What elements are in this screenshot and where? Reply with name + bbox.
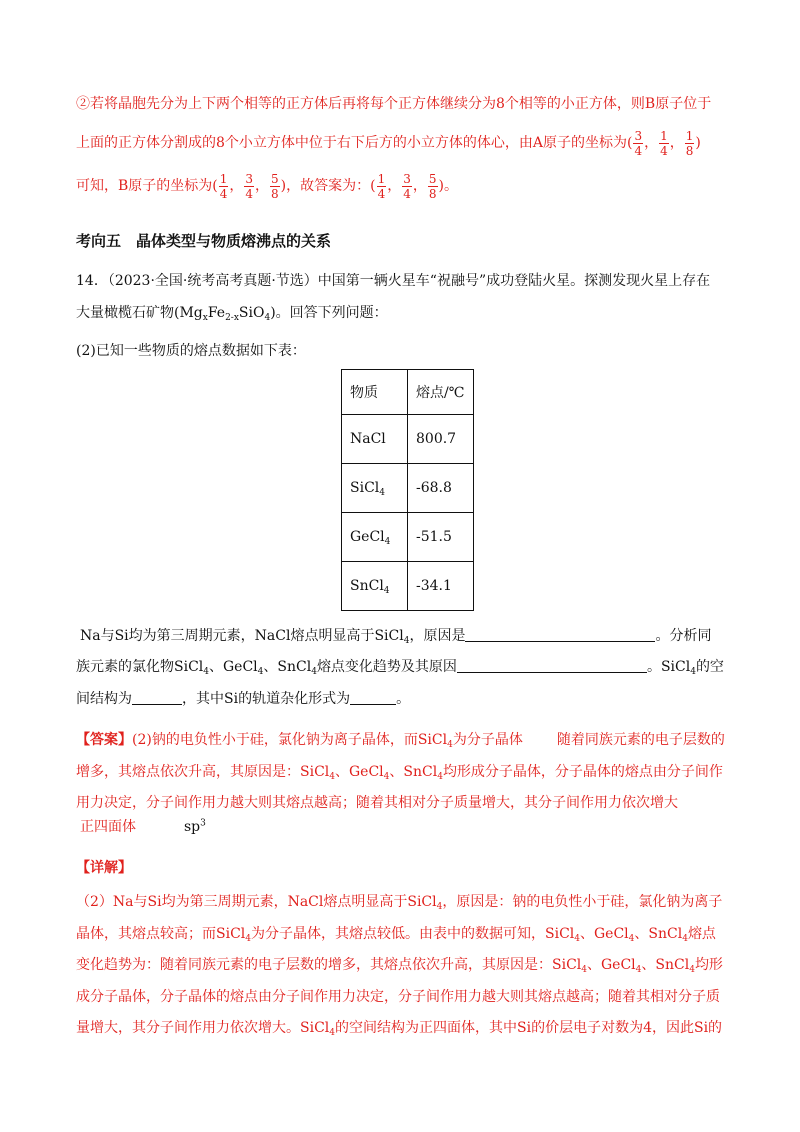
a-coord-z: $\frac{1}{8}$ bbox=[685, 128, 694, 158]
table-row bbox=[342, 562, 474, 611]
answer-line-2: 增多，其熔点依次升高，其原因是：SiCl$_4$、GeCl$_4$、SnCl$_4$均形成分子晶体，分子晶体的熔点由分子间作 bbox=[76, 764, 723, 782]
answer-line-3: 用力决定，分子间作用力越大则其熔点越高；随着其相对分子质量增大，其分子间作用力依次增大 bbox=[76, 795, 678, 811]
table-cell-value: 800.7 bbox=[408, 415, 474, 464]
answer-blank-structure[interactable] bbox=[132, 688, 182, 705]
table-cell-value: -51.5 bbox=[408, 513, 474, 562]
table-cell-substance: NaCl bbox=[342, 415, 408, 464]
table-row bbox=[342, 415, 474, 464]
section-heading: 考向五 晶体类型与物质熔沸点的关系 bbox=[76, 232, 332, 250]
answer-line-4: 正四面体 $sp^3$ bbox=[80, 818, 206, 835]
table-cell-substance: GeCl$_4$ bbox=[342, 513, 408, 562]
answer-blank-hybridization[interactable] bbox=[350, 688, 396, 705]
prompt-line-3: 间结构为 ，其中Si的轨道杂化形式为 。 bbox=[76, 683, 726, 715]
detail-line-3: 变化趋势为：随着同族元素的电子层数的增多，其熔点依次升高，其原因是：SiCl$_4$、GeCl$_4$、SnCl$_4$均形 bbox=[76, 957, 723, 975]
table-cell-value: -34.1 bbox=[408, 562, 474, 611]
answer-blank-reason[interactable] bbox=[465, 625, 655, 642]
sp3-hybridization: $sp^3$ bbox=[184, 818, 206, 835]
table-header-mp: 熔点/℃ bbox=[408, 370, 474, 415]
detail-line-5: 量增大，其分子间作用力依次增大。SiCl$_4$的空间结构为正四面体，其中Si的价层电子对数为4，因此Si的 bbox=[76, 1020, 723, 1038]
top-line-2-text: 上面的正方体分割成的8个小立方体中位于右下后方的小立方体的体心，由A原子的坐标为( bbox=[76, 135, 633, 151]
ans-coord-x: $\frac{1}{4}$ bbox=[377, 171, 386, 201]
table-cell-value: -68.8 bbox=[408, 464, 474, 513]
prompt-line-2: 族元素的氯化物SiCl$_4$、GeCl$_4$、SnCl$_4$熔点变化趋势及其原因 。SiCl$_4$的空 bbox=[76, 651, 726, 683]
table-row bbox=[342, 464, 474, 513]
detail-line-4: 成分子晶体，分子晶体的熔点由分子间作用力决定，分子间作用力越大则其熔点越高；随着其相对分子质 bbox=[76, 989, 720, 1005]
top-line-3: 可知，B原子的坐标为( $\frac{1}{4}$ ， $\frac{3}{4}$ ， $\frac{5}{8}$ )，故答案为：( $\frac{1}{4}$ ， $\frac{3}{4}$ ， $\frac{5}{8}$ )。 bbox=[76, 171, 458, 201]
table-header-substance: 物质 bbox=[342, 370, 408, 415]
question-part-2: (2)已知一些物质的熔点数据如下表： bbox=[76, 343, 306, 359]
question-line-1: 14．（2023·全国·统考高考真题·节选）中国第一辆火星车“祝融号”成功登陆火星。探测发现火星上存在 bbox=[76, 273, 711, 289]
b-coord-x: $\frac{1}{4}$ bbox=[219, 171, 228, 201]
prompt-line-1: Na与Si均为第三周期元素，NaCl熔点明显高于SiCl$_4$，原因是 。分析同 bbox=[80, 620, 730, 652]
top-line-1: ②若将晶胞先分为上下两个相等的正方体后再将每个正方体继续分为8个相等的小正方体，则B原子位于 bbox=[76, 96, 712, 112]
table-row bbox=[342, 513, 474, 562]
answer-blank-trend[interactable] bbox=[457, 656, 647, 673]
a-coord-x: $\frac{3}{4}$ bbox=[634, 128, 643, 158]
detail-line-1: （2）Na与Si均为第三周期元素，NaCl熔点明显高于SiCl$_4$，原因是：钠的电负性小于硅，氯化钠为离子 bbox=[76, 894, 723, 912]
olivine-formula: $Mg_xFe_{2-x}SiO_4$ bbox=[179, 305, 271, 323]
table-cell-substance: SiCl$_4$ bbox=[342, 464, 408, 513]
b-coord-z: $\frac{5}{8}$ bbox=[271, 171, 279, 201]
table-header-row bbox=[342, 370, 474, 415]
melting-point-table bbox=[341, 369, 474, 611]
detail-line-2: 晶体，其熔点较高；而SiCl$_4$为分子晶体，其熔点较低。由表中的数据可知，SiCl$_4$、GeCl$_4$、SnCl$_4$熔点 bbox=[76, 926, 716, 944]
a-coord-y: $\frac{1}{4}$ bbox=[660, 128, 668, 158]
ans-coord-y: $\frac{3}{4}$ bbox=[403, 171, 411, 201]
question-line-2: 大量橄榄石矿物$(Mg_xFe_{2-x}SiO_4)$。回答下列问题： bbox=[76, 305, 388, 323]
ans-coord-z: $\frac{5}{8}$ bbox=[428, 171, 437, 201]
top-line-2: 上面的正方体分割成的8个小立方体中位于右下后方的小立方体的体心，由A原子的坐标为( $\frac{3}{4}$ ， $\frac{1}{4}$ ， $\frac{1}{8}$ ) bbox=[76, 128, 701, 158]
answer-line-1: 【答案】(2)钠的电负性小于硅，氯化钠为离子晶体，而SiCl$_4$为分子晶体 随着同族元素的电子层数的 bbox=[76, 732, 725, 750]
answer-label: 【答案】 bbox=[76, 732, 132, 748]
table-cell-substance: SnCl$_4$ bbox=[342, 562, 408, 611]
detail-label: 【详解】 bbox=[76, 860, 132, 876]
b-coord-y: $\frac{3}{4}$ bbox=[245, 171, 254, 201]
